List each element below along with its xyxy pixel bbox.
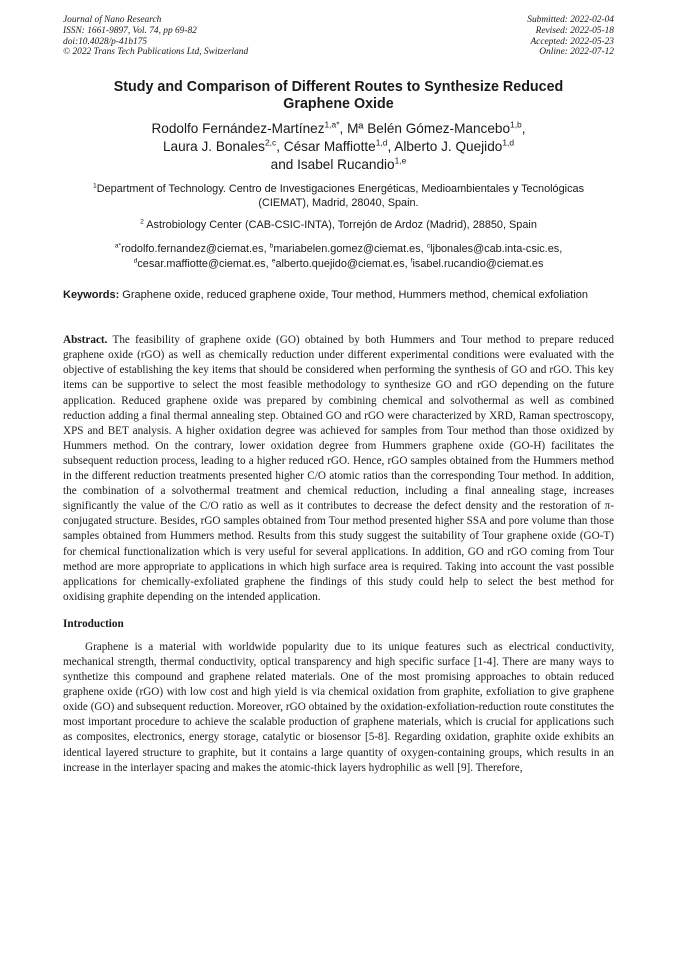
journal-name: Journal of Nano Research	[63, 15, 162, 25]
affiliation-text: Department of Technology. Centro de Investigaciones Energéticas, Medioambientales y Tecnológicas (CIEMAT), Madrid, 28040, Spain.	[96, 183, 585, 210]
email-mark: d	[133, 257, 138, 265]
keywords	[63, 288, 614, 302]
author-name: Rodolfo Fernández-Martínez	[151, 121, 325, 137]
author-name: César Maffiotte	[283, 139, 376, 155]
email-link[interactable]: ljbonales@cab.inta-csic.es	[430, 243, 560, 256]
date-revised: Revised: 2022-05-18	[535, 25, 614, 36]
journal-header	[63, 15, 614, 58]
author-affiliation-mark: 1,e	[394, 155, 407, 166]
keywords-label: Keywords:	[63, 289, 120, 302]
author-name: Laura J. Bonales	[162, 139, 265, 155]
publication-dates	[527, 15, 614, 58]
author-name: Alberto J. Quejido	[394, 139, 503, 155]
affiliation-number: 2	[140, 218, 144, 226]
author-separator: ,	[276, 139, 284, 155]
email-link[interactable]: rodolfo.fernandez@ciemat.es	[121, 243, 264, 256]
introduction-paragraph: Graphene is a material with worldwide popularity due to its unique features such as electrical conductivity, mechanical strength, thermal conductivity, optical transparency and high specific surface [1-4]. There are many ways to synthetize this compound and graphene related materials. One of the most promising approaches to obtain reduced graphene oxide (rGO) with low cost and high yield is via chemical oxidation from graphite, exfoliation to give graphene oxide (GO) and subsequent reduction. Moreover, rGO obtained by the oxidation-exfoliation-reduction route constitutes the most important procedure to achieve the scalable production of graphene materials, which is crucial for applications such as composites, electronics, energy storage, catalytic or biosensor [5-8]. Regarding oxidation, graphite oxide exhibits an identical layered structure to graphite, but it contains a large quantity of oxygen-containing groups, which results in an increase in the interlayer spacing and makes the atomic-thick layers hydrophilic as well [9]. Therefore,	[63, 640, 614, 774]
author-emails: $^{a*}$rodolfo.fernandez@ciemat.es, $^b$mariabelen.gomez@ciemat.es, $^c$ljbonales@cab.inta-csic.es, $^d$cesar.maffiotte@ciemat.es, $^e$alberto.quejido@ciemat.es, $^f$isabel.rucandio@ciemat.es	[114, 242, 563, 270]
keywords-text: Graphene oxide, reduced graphene oxide, Tour method, Hummers method, chemical exfoliation	[119, 289, 589, 302]
email-mark: c	[426, 242, 431, 250]
author-affiliation-mark: 1,d	[375, 137, 388, 148]
email-link[interactable]: isabel.rucandio@ciemat.es	[412, 257, 544, 270]
date-online: Online: 2022-07-12	[539, 47, 614, 58]
email-mark: e	[271, 257, 276, 265]
affiliation-text: Astrobiology Center (CAB-CSIC-INTA), Torrejón de Ardoz (Madrid), 28850, Spain	[143, 219, 537, 232]
journal-issn: ISSN: 1661-9897, Vol. 74, pp 69-82	[63, 25, 197, 36]
abstract-label: Abstract.	[63, 334, 108, 347]
paper-title: Study and Comparison of Different Routes to Synthesize Reduced Graphene Oxide	[113, 79, 564, 113]
email-link[interactable]: mariabelen.gomez@ciemat.es	[273, 243, 421, 256]
author-affiliation-mark: 1,b	[510, 119, 522, 130]
email-link[interactable]: alberto.quejido@ciemat.es	[275, 257, 405, 270]
journal-copyright: © 2022 Trans Tech Publications Ltd, Switzerland	[63, 47, 249, 58]
date-accepted: Accepted: 2022-05-23	[530, 36, 614, 47]
author-name: and Isabel Rucandio	[270, 157, 395, 173]
affiliation-2	[63, 218, 614, 232]
author-affiliation-mark: 1,a*	[324, 119, 340, 130]
author-separator: ,	[387, 139, 395, 155]
email-mark: b	[269, 242, 274, 250]
journal-info	[63, 15, 248, 58]
email-mark: a*	[114, 242, 122, 250]
author-separator: ,	[339, 121, 348, 137]
author-separator: ,	[521, 121, 526, 137]
affiliation-1	[63, 182, 614, 210]
author-affiliation-mark: 2,c	[264, 137, 277, 148]
email-link[interactable]: cesar.maffiotte@ciemat.es	[137, 257, 266, 270]
paper-page	[63, 15, 614, 776]
journal-doi: doi:10.4028/p-41b175	[63, 36, 148, 47]
author-name: Mª Belén Gómez-Mancebo	[347, 121, 511, 137]
email-mark: f	[410, 257, 413, 265]
date-submitted: Submitted: 2022-02-04	[527, 15, 614, 25]
author-affiliation-mark: 1,d	[502, 137, 515, 148]
introduction-heading: Introduction	[63, 617, 124, 630]
affiliation-number: 1	[92, 182, 97, 190]
abstract	[63, 333, 614, 605]
author-list	[63, 120, 614, 174]
abstract-text: The feasibility of graphene oxide (GO) obtained by both Hummers and Tour method to prepare reduced graphene oxide (rGO) as well as chemically reduction under different experimental conditions were evaluated with the objective of establishing the key items that should be considered when performing the synthesis of GO and rGO. This key items can be supportive to select the most feasible methodology to synthesize GO and rGO depending on the future application. Reduced graphene oxide was prepared by combining chemical and solvothermal as well as combined reduction adding a final thermal annealing step. Obtained GO and rGO were characterized by XRD, Raman spectroscopy, XPS and BET analysis. A higher oxidation degree was achieved for samples from Tour method than those oxidized by Hummers method. On the contrary, lower oxidation degree from Hummers graphene oxide (GO-H) facilitates the subsequent reduction process, leading to a higher reduced rGO. Hence, rGO samples obtained from the Hummers method in the different reduction treatments presented higher C/O atomic ratios than the corresponding Tour method. In addition, the combination of a solvothermal treatment and chemical reduction, including a final annealing stage, increases significantly the value of the C/O ratio as well as it contributes to decrease the defect density and the restoration of π-conjugated structure. Besides, rGO samples obtained from Tour method presented higher SSA and pore volume than those samples obtained from Hummers method. Results from this study suggest the suitability of Tour graphene oxide (GO-T) for chemical functionalization which is very useful for several applications. In addition, GO and rGO coming from Tour method are more appropriate to applications in which high surface area is required. Taking into account the vast possible applications for chemically-exfoliated graphene the findings of this study could help to select the best method for oxidising graphite depending on the intended application.	[63, 334, 614, 603]
